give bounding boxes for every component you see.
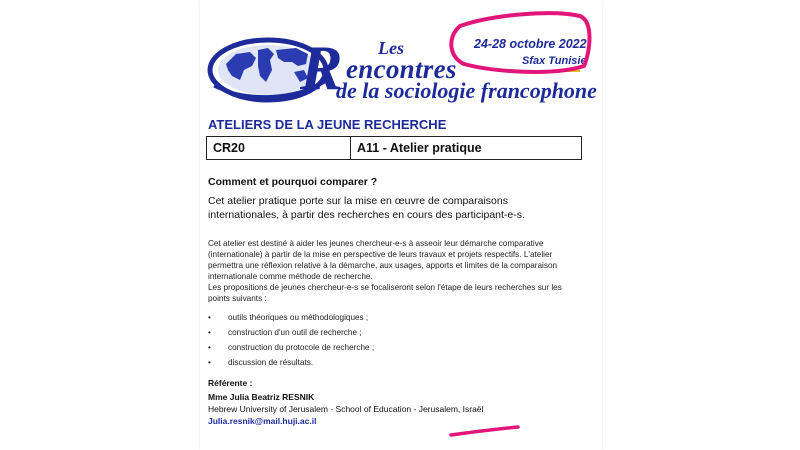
document-page: [200, 0, 602, 450]
topics-list: [208, 310, 568, 370]
referent-email-link[interactable]: Julia.resnik@mail.huji.ac.il: [208, 416, 317, 426]
body-text: [208, 238, 580, 304]
bullet-icon: •: [208, 313, 211, 322]
list-item: • construction du protocole de recherche ;: [208, 340, 568, 355]
bullet-icon: •: [208, 358, 211, 367]
logo-subtitle: de la sociologie francophone: [336, 78, 597, 103]
session-badge: [206, 136, 582, 160]
logo-r-letter: R: [300, 32, 343, 103]
session-title: A11 - Atelier pratique: [357, 141, 482, 155]
logo-les: Les: [378, 38, 404, 58]
question-heading: Comment et pourquoi comparer ?: [208, 176, 378, 188]
body-paragraph-1: Cet atelier est destiné à aider les jeunes chercheur-e-s à asseoir leur démarche comparative (internationale) à partir de la mise en perspective de leurs travaux et projets respectifs. L'atelier permettra une réflexion relative à la démarche, aux usages, apports et limites de la comparaison internationale comme méthode de recherche.: [208, 239, 558, 281]
bullet-icon: •: [208, 328, 211, 337]
body-paragraph-2: Les propositions de jeunes chercheur-e-s se focaliseront selon l'étape de leurs recherches sur les points suivants :: [208, 283, 562, 303]
list-item: • construction d'un outil de recherche ;: [208, 325, 568, 340]
referent-affiliation: Hebrew University of Jerusalem - School of Education - Jerusalem, Israël: [208, 404, 484, 414]
referent-name: Mme Julia Beatriz RESNIK: [208, 392, 315, 402]
pink-circle-annotation: [444, 8, 594, 76]
session-code: CR20: [207, 137, 351, 159]
event-place: Sfax Tunisie: [522, 55, 587, 67]
pink-underline-annotation: [448, 424, 522, 438]
event-dates: 24-28 octobre 2022: [474, 37, 587, 51]
intro-paragraph: Cet atelier pratique porte sur la mise en œuvre de comparaisons internationales, à partir des recherches en cours des participant-e-s.: [208, 195, 525, 221]
logo-rencontres: encontres: [346, 54, 457, 84]
list-item: • discussion de résultats.: [208, 355, 568, 370]
list-item: • outils théoriques ou méthodologiques ;: [208, 310, 568, 325]
bullet-icon: •: [208, 343, 211, 352]
section-title: ATELIERS DE LA JEUNE RECHERCHE: [208, 117, 447, 132]
referent-label: Référente :: [208, 378, 253, 388]
